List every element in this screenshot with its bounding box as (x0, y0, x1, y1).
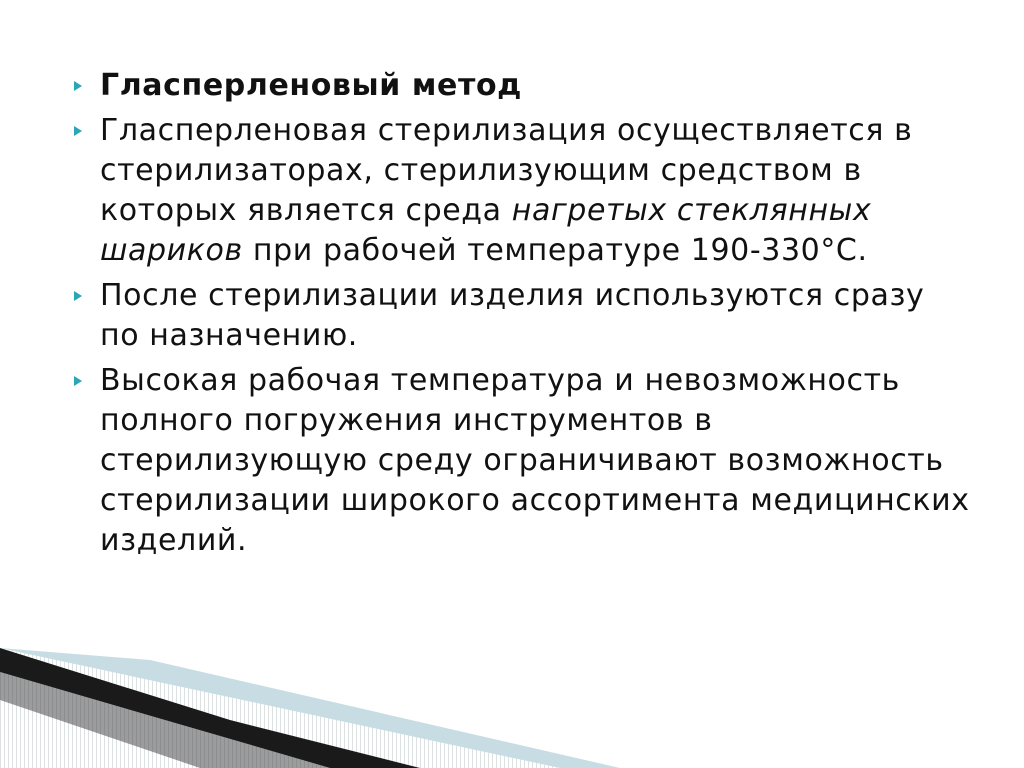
list-item (72, 66, 972, 106)
list-item (72, 276, 972, 356)
arrow-bullet-icon (72, 276, 92, 316)
corner-dark-band (0, 648, 420, 768)
list-item (72, 361, 972, 561)
bullet-text-part: при рабочей температуре 190-330°С. (242, 233, 868, 268)
corner-gray-band (0, 672, 330, 768)
bullet-emphasis: нагретых стеклянных шариков (100, 193, 872, 268)
arrow-bullet-icon (72, 361, 92, 401)
corner-hatched-band (0, 648, 560, 768)
bullet-text: После стерилизации изделия используются сразу по назначению. (100, 278, 925, 353)
bullet-list (72, 66, 972, 566)
bullet-text (100, 113, 912, 268)
arrow-bullet-icon (72, 66, 92, 106)
list-item (72, 111, 972, 271)
corner-light-band (0, 648, 620, 768)
slide-heading: Гласперленовый метод (100, 68, 522, 103)
bullet-text: Высокая рабочая температура и невозможность полного погружения инструментов в стерилизующую среду ограничивают возможность стерилизации широкого ассортимента медицинских изделий. (100, 363, 970, 558)
bullet-text-part: Гласперленовая стерилизация осуществляется в стерилизаторах, стерилизующим средством в которых является среда (100, 113, 913, 228)
arrow-bullet-icon (72, 111, 92, 151)
